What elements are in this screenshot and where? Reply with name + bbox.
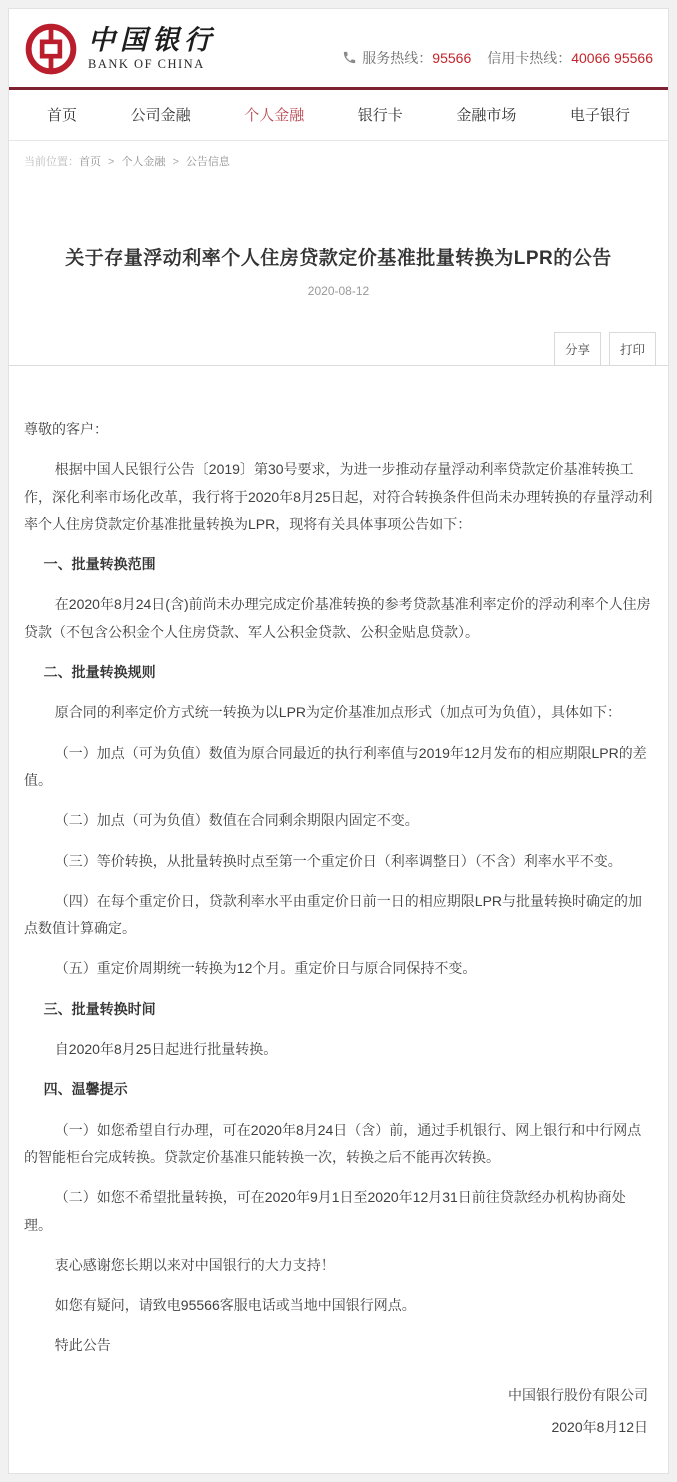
boc-logo[interactable] <box>24 22 216 76</box>
article-head <box>9 181 668 366</box>
article-paragraph: 在2020年8月24日(含)前尚未办理完成定价基准转换的参考贷款基准利率定价的浮动利率个人住房贷款（不包含公积金个人住房贷款、军人公积金贷款、公积金贴息贷款）。 <box>24 596 651 640</box>
article-paragraph: 四、温馨提示 <box>43 1081 128 1098</box>
nav-item[interactable]: 首页 <box>47 107 78 124</box>
service-hotline-number: 95566 <box>432 50 472 66</box>
article-paragraph: 原合同的利率定价方式统一转换为以LPR为定价基准加点形式（加点可为负值），具体如下： <box>54 704 622 721</box>
article-paragraph: 尊敬的客户： <box>24 421 108 437</box>
main-nav <box>9 90 668 141</box>
card-hotline-number: 40066 95566 <box>571 50 653 66</box>
service-hotline-label: 服务热线： <box>362 50 433 66</box>
print-button[interactable]: 打印 <box>609 332 656 366</box>
article-paragraph: （四）在每个重定价日，贷款利率水平由重定价日前一日的相应期限LPR与批量转换时确定的加点数值计算确定。 <box>24 892 643 937</box>
article-paragraph: （五）重定价周期统一转换为12个月。重定价日与原合同保持不变。 <box>54 960 477 977</box>
article-paragraph: 三、批量转换时间 <box>43 1000 156 1017</box>
signature-block <box>9 1373 668 1473</box>
logo-name-en: BANK OF CHINA <box>88 57 205 72</box>
article-body <box>9 366 668 1360</box>
article-paragraph: 二、批量转换规则 <box>43 664 156 681</box>
article-paragraph: （二）如您不希望批量转换，可在2020年9月1日至2020年12月31日前往贷款经办机构协商处理。 <box>24 1189 626 1233</box>
signature-date: 2020年8月12日 <box>551 1418 648 1435</box>
breadcrumb-prefix: 当前位置： <box>24 156 79 168</box>
card-hotline-label: 信用卡热线： <box>487 50 572 66</box>
site-header <box>9 9 668 87</box>
phone-icon <box>342 50 357 65</box>
article-actions <box>9 332 668 366</box>
nav-item[interactable]: 金融市场 <box>456 107 517 124</box>
article-paragraph: 自2020年8月25日起进行批量转换。 <box>54 1041 278 1058</box>
breadcrumb-separator: > <box>108 156 115 168</box>
boc-emblem-icon <box>24 22 78 76</box>
page-title: 关于存量浮动利率个人住房贷款定价基准批量转换为LPR的公告 <box>65 248 612 269</box>
article-paragraph: 如您有疑问，请致电95566客服电话或当地中国银行网点。 <box>54 1297 416 1314</box>
article-paragraph: 一、批量转换范围 <box>43 556 156 573</box>
article-paragraph: （三）等价转换，从批量转换时点至第一个重定价日（利率调整日）（不含）利率水平不变。 <box>54 852 622 869</box>
breadcrumb-separator: > <box>172 156 179 168</box>
logo-text <box>88 26 216 73</box>
share-button[interactable]: 分享 <box>554 332 601 366</box>
page-container <box>8 8 669 1474</box>
article-paragraph: （二）加点（可为负值）数值在合同剩余期限内固定不变。 <box>54 812 419 829</box>
article-paragraph: （一）加点（可为负值）数值为原合同最近的执行利率值与2019年12月发布的相应期限LPR的差值。 <box>24 744 647 788</box>
breadcrumb-link[interactable]: 公告信息 <box>185 156 230 168</box>
article <box>9 181 668 1473</box>
breadcrumb-link[interactable]: 首页 <box>79 156 101 168</box>
nav-item[interactable]: 公司金融 <box>130 107 191 124</box>
signature-company: 中国银行股份有限公司 <box>508 1386 648 1403</box>
article-paragraph: （一）如您希望自行办理，可在2020年8月24日（含）前，通过手机银行、网上银行和中行网点的智能柜台完成转换。贷款定价基准只能转换一次，转换之后不能再次转换。 <box>24 1121 642 1165</box>
breadcrumb <box>9 141 668 181</box>
article-paragraph: 衷心感谢您长期以来对中国银行的大力支持！ <box>54 1256 335 1273</box>
nav-item[interactable]: 银行卡 <box>357 107 403 124</box>
logo-name-cn: 中国银行 <box>88 24 216 55</box>
publish-date: 2020-08-12 <box>307 284 370 298</box>
article-paragraph: 特此公告 <box>54 1337 111 1354</box>
hotlines <box>342 30 653 68</box>
article-paragraph: 根据中国人民银行公告〔2019〕第30号要求，为进一步推动存量浮动利率贷款定价基准转换工作，深化利率市场化改革，我行将于2020年8月25日起，对符合转换条件但尚未办理转换的存量浮动利率个人住房贷款定价基准批量转换为LPR，现将有关具体事项公告如下： <box>24 461 653 532</box>
breadcrumb-link[interactable]: 个人金融 <box>121 156 166 168</box>
nav-item[interactable]: 电子银行 <box>569 107 630 124</box>
nav-item[interactable]: 个人金融 <box>244 107 305 124</box>
